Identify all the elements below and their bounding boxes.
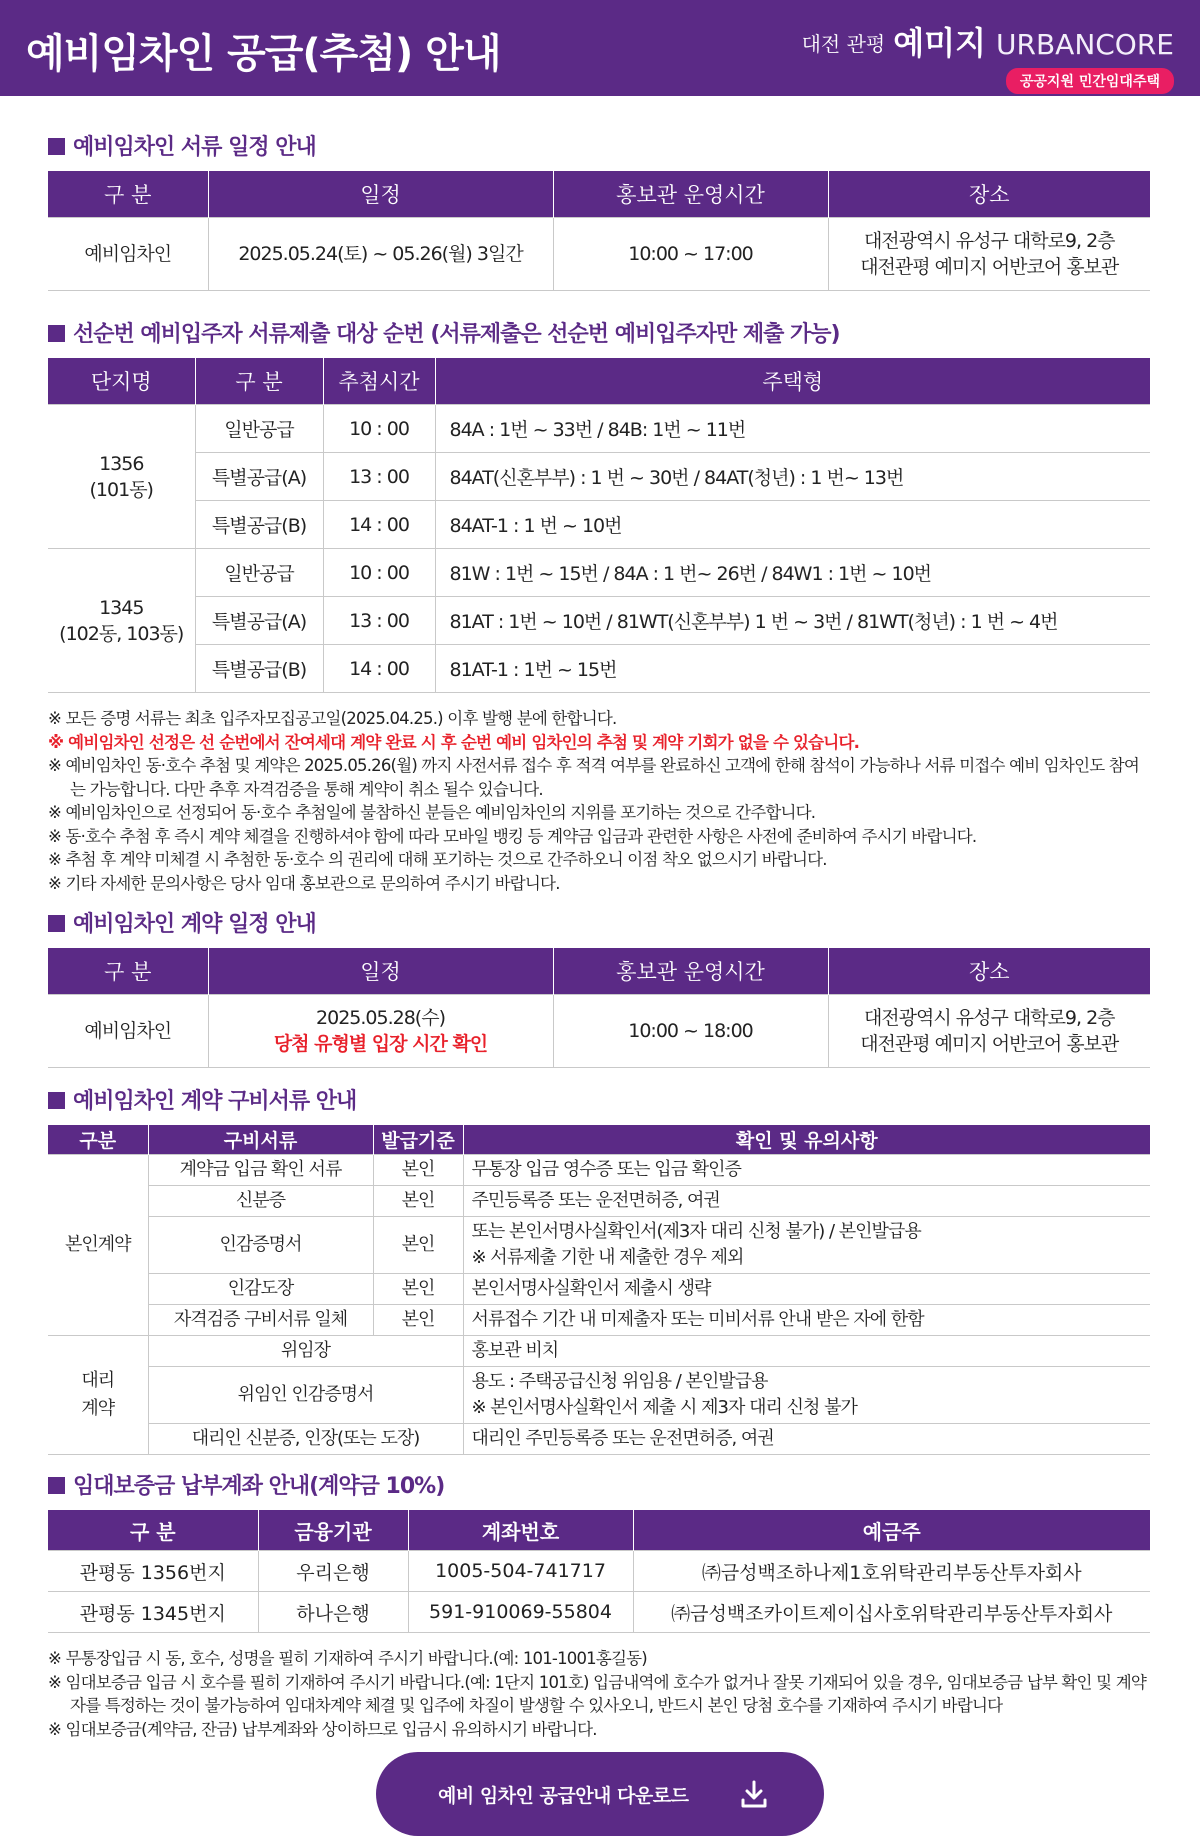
note-cell: 대리인 주민등록증 또는 운전면허증, 여권 [463, 1424, 1150, 1455]
note-cell: 홍보관 비치 [463, 1336, 1150, 1367]
document-cell: 대리인 신분증, 인장(또는 도장) [148, 1424, 463, 1455]
square-bullet-icon [48, 1477, 65, 1494]
table-row [48, 453, 1150, 501]
unit-type-cell: 81W : 1번 ~ 15번 / 84A : 1 번~ 26번 / 84W1 : 1번 ~ 10번 [435, 549, 1150, 597]
table-row [48, 1305, 1150, 1336]
table-row [48, 1551, 1150, 1592]
category-cell: 예비임차인 [48, 218, 208, 291]
document-cell: 자격검증 구비서류 일체 [148, 1305, 373, 1336]
draw-time-cell: 13 : 00 [323, 453, 435, 501]
header-cell: 예금주 [633, 1510, 1150, 1551]
category-cell: 예비임차인 [48, 995, 208, 1068]
square-bullet-icon [48, 1092, 65, 1109]
category-cell: 관평동 1345번지 [48, 1592, 258, 1633]
table-header-row [48, 1510, 1150, 1551]
note-line-warning: ※ 예비임차인 선정은 선 순번에서 잔여세대 계약 완료 시 후 순번 예비 임차인의 추첨 및 계약 기회가 없을 수 있습니다. [48, 732, 860, 752]
supply-type-cell: 일반공급 [195, 405, 323, 453]
header-cell: 발급기준 [373, 1125, 463, 1155]
category-cell: 관평동 1356번지 [48, 1551, 258, 1592]
header-cell: 장소 [828, 171, 1150, 218]
section-title-priority-order: 선순번 예비입주자 서류제출 대상 순번 (서류제출은 선순번 예비입주자만 제출 가능) [48, 317, 1150, 348]
unit-type-cell: 81AT : 1번 ~ 10번 / 81WT(신혼부부) 1 번 ~ 3번 / 81WT(청년) : 1 번 ~ 4번 [435, 597, 1150, 645]
notes-draw [48, 707, 1150, 895]
note-line: ※ 예비임차인 동·호수 추첨 및 계약은 2025.05.26(월) 까지 사전서류 접수 후 적격 여부를 완료하신 고객에 한해 참석이 가능하나 서류 미접수 예비 임차인도 참여는 가능합니다. 다만 추후 자격검증을 통해 계약이 취소 될수 있습니다. [48, 756, 1140, 799]
note-line: ※ 추첨 후 계약 미체결 시 추첨한 동·호수 의 권리에 대해 포기하는 것으로 간주하오니 이점 착오 없으시기 바랍니다. [48, 850, 827, 869]
draw-time-cell: 10 : 00 [323, 405, 435, 453]
note-cell: 본인서명사실확인서 제출시 생략 [463, 1274, 1150, 1305]
header-cell: 일정 [208, 171, 553, 218]
header-cell: 추첨시간 [323, 358, 435, 405]
schedule-cell: 2025.05.24(토) ~ 05.26(월) 3일간 [208, 218, 553, 291]
table-row [48, 405, 1150, 453]
unit-type-cell: 81AT-1 : 1번 ~ 15번 [435, 645, 1150, 693]
place-cell: 대전광역시 유성구 대학로9, 2층 대전관평 예미지 어반코어 홍보관 [828, 995, 1150, 1068]
draw-time-cell: 14 : 00 [323, 645, 435, 693]
supply-type-cell: 특별공급(A) [195, 597, 323, 645]
bank-cell: 우리은행 [258, 1551, 408, 1592]
document-cell: 인감도장 [148, 1274, 373, 1305]
deposit-account-table [48, 1510, 1150, 1633]
note-cell: 주민등록증 또는 운전면허증, 여권 [463, 1186, 1150, 1217]
holder-cell: ㈜금성백조하나제1호위탁관리부동산투자회사 [633, 1551, 1150, 1592]
document-cell: 계약금 입금 확인 서류 [148, 1155, 373, 1186]
section-title-deposit-account: 임대보증금 납부계좌 안내(계약금 10%) [48, 1469, 1150, 1500]
note-line: ※ 동·호수 추첨 후 즉시 계약 체결을 진행하셔야 함에 따라 모바일 뱅킹 등 계약금 입금과 관련한 사항은 사전에 준비하여 주시기 바랍니다. [48, 826, 977, 846]
main-content [0, 130, 1200, 1741]
table-row [48, 1367, 1150, 1424]
note-cell: 무통장 입금 영수증 또는 입금 확인증 [463, 1155, 1150, 1186]
header-cell: 구비서류 [148, 1125, 373, 1155]
table-row [48, 1217, 1150, 1274]
brand-prefix: 대전 관평 [801, 32, 886, 56]
unit-type-cell: 84AT-1 : 1 번 ~ 10번 [435, 501, 1150, 549]
brand-line [802, 18, 1174, 64]
group-cell: 대리 계약 [48, 1336, 148, 1455]
issuer-cell: 본인 [373, 1305, 463, 1336]
square-bullet-icon [48, 325, 65, 342]
issuer-cell: 본인 [373, 1274, 463, 1305]
header-cell: 구 분 [48, 1510, 258, 1551]
contract-documents-table [48, 1125, 1150, 1455]
note-line: ※ 예비임차인으로 선정되어 동·호수 추첨일에 불참하신 분들은 예비임차인의 지위를 포기하는 것으로 간주합니다. [48, 803, 816, 822]
note-line: ※ 임대보증금(계약금, 잔금) 납부계좌와 상이하므로 입금시 유의하시기 바랍니다. [48, 1719, 597, 1739]
supply-type-cell: 특별공급(B) [195, 645, 323, 693]
priority-order-table [48, 358, 1150, 693]
header-cell: 주택형 [435, 358, 1150, 405]
supply-type-cell: 특별공급(A) [195, 453, 323, 501]
note-line: ※ 모든 증명 서류는 최초 입주자모집공고일(2025.04.25.) 이후 발행 분에 한합니다. [48, 709, 617, 728]
bank-cell: 하나은행 [258, 1592, 408, 1633]
account-cell: 591-910069-55804 [408, 1592, 633, 1633]
document-cell: 인감증명서 [148, 1217, 373, 1274]
download-icon [736, 1776, 772, 1812]
note-line: ※ 임대보증금 입금 시 호수를 필히 기재하여 주시기 바랍니다.(예: 1단지 101호) 입금내역에 호수가 없거나 잘못 기재되어 있을 경우, 임대보증금 납부 확인 및 계약자를 특정하는 것이 불가능하여 임대차계약 체결 및 입주에 차질이 발생할 수 있사오니, 반드시 본인 당첨 호수를 기재하여 주시기 바랍니다 [48, 1672, 1147, 1715]
supply-type-cell: 일반공급 [195, 549, 323, 597]
table-row [48, 645, 1150, 693]
schedule-cell: 2025.05.28(수) 당첨 유형별 입장 시간 확인 [208, 995, 553, 1068]
table-row [48, 1592, 1150, 1633]
table-row [48, 597, 1150, 645]
header-cell: 장소 [828, 948, 1150, 995]
draw-time-cell: 14 : 00 [323, 501, 435, 549]
contract-schedule-table [48, 948, 1150, 1068]
table-header-row [48, 358, 1150, 405]
draw-time-cell: 13 : 00 [323, 597, 435, 645]
unit-type-cell: 84A : 1번 ~ 33번 / 84B: 1번 ~ 11번 [435, 405, 1150, 453]
document-cell: 신분증 [148, 1186, 373, 1217]
header-cell: 단지명 [48, 358, 195, 405]
square-bullet-icon [48, 915, 65, 932]
header-cell: 계좌번호 [408, 1510, 633, 1551]
issuer-cell: 본인 [373, 1155, 463, 1186]
section-title-document-schedule: 예비임차인 서류 일정 안내 [48, 130, 1150, 161]
document-cell: 위임장 [148, 1336, 463, 1367]
table-row [48, 1424, 1150, 1455]
download-button[interactable] [376, 1752, 824, 1836]
table-row [48, 549, 1150, 597]
supply-type-cell: 특별공급(B) [195, 501, 323, 549]
table-row [48, 501, 1150, 549]
brand-logo [802, 18, 1174, 94]
note-line: ※ 기타 자세한 문의사항은 당사 임대 홍보관으로 문의하여 주시기 바랍니다. [48, 873, 560, 893]
note-cell: 서류접수 기간 내 미제출자 또는 미비서류 안내 받은 자에 한함 [463, 1305, 1150, 1336]
header-cell: 일정 [208, 948, 553, 995]
download-button-label: 예비 임차인 공급안내 다운로드 [438, 1785, 689, 1807]
header-cell: 구 분 [195, 358, 323, 405]
header-cell: 금융기관 [258, 1510, 408, 1551]
header-cell: 홍보관 운영시간 [553, 948, 828, 995]
account-cell: 1005-504-741717 [408, 1551, 633, 1592]
note-cell: 또는 본인서명사실확인서(제3자 대리 신청 불가) / 본인발급용 ※ 서류제출 기한 내 제출한 경우 제외 [463, 1217, 1150, 1274]
table-row [48, 1155, 1150, 1186]
square-bullet-icon [48, 138, 65, 155]
hours-cell: 10:00 ~ 17:00 [553, 218, 828, 291]
section-title-contract-documents: 예비임차인 계약 구비서류 안내 [48, 1084, 1150, 1115]
header-cell: 구 분 [48, 948, 208, 995]
table-header-row [48, 948, 1150, 995]
issuer-cell: 본인 [373, 1186, 463, 1217]
holder-cell: ㈜금성백조카이트제이십사호위탁관리부동산투자회사 [633, 1592, 1150, 1633]
brand-name: 예미지 [893, 24, 986, 62]
brand-badge: 공공지원 민간임대주택 [1006, 68, 1174, 94]
unit-type-cell: 84AT(신혼부부) : 1 번 ~ 30번 / 84AT(청년) : 1 번~ 13번 [435, 453, 1150, 501]
place-cell: 대전광역시 유성구 대학로9, 2층 대전관평 예미지 어반코어 홍보관 [828, 218, 1150, 291]
section-title-contract-schedule: 예비임차인 계약 일정 안내 [48, 907, 1150, 938]
issuer-cell: 본인 [373, 1217, 463, 1274]
hours-cell: 10:00 ~ 18:00 [553, 995, 828, 1068]
brand-suffix: URBANCORE [996, 28, 1174, 61]
download-area [0, 1752, 1200, 1840]
draw-time-cell: 10 : 00 [323, 549, 435, 597]
table-row [48, 1186, 1150, 1217]
group-cell: 본인계약 [48, 1155, 148, 1336]
notes-deposit [48, 1647, 1150, 1741]
header-cell: 구분 [48, 1125, 148, 1155]
table-row [48, 218, 1150, 291]
note-line: ※ 무통장입금 시 동, 호수, 성명을 필히 기재하여 주시기 바랍니다.(예: 101-1001홍길동) [48, 1649, 647, 1668]
header-cell: 구 분 [48, 171, 208, 218]
table-header-row [48, 171, 1150, 218]
table-row [48, 1274, 1150, 1305]
complex-cell: 1356 (101동) [48, 405, 195, 549]
note-cell: 용도 : 주택공급신청 위임용 / 본인발급용 ※ 본인서명사실확인서 제출 시 제3자 대리 신청 불가 [463, 1367, 1150, 1424]
table-row [48, 995, 1150, 1068]
header-cell: 확인 및 유의사항 [463, 1125, 1150, 1155]
page-header [0, 0, 1200, 96]
header-cell: 홍보관 운영시간 [553, 171, 828, 218]
table-header-row [48, 1125, 1150, 1155]
table-row [48, 1336, 1150, 1367]
document-schedule-table [48, 171, 1150, 291]
page-title: 예비임차인 공급(추첨) 안내 [26, 31, 501, 77]
complex-cell: 1345 (102동, 103동) [48, 549, 195, 693]
document-cell: 위임인 인감증명서 [148, 1367, 463, 1424]
